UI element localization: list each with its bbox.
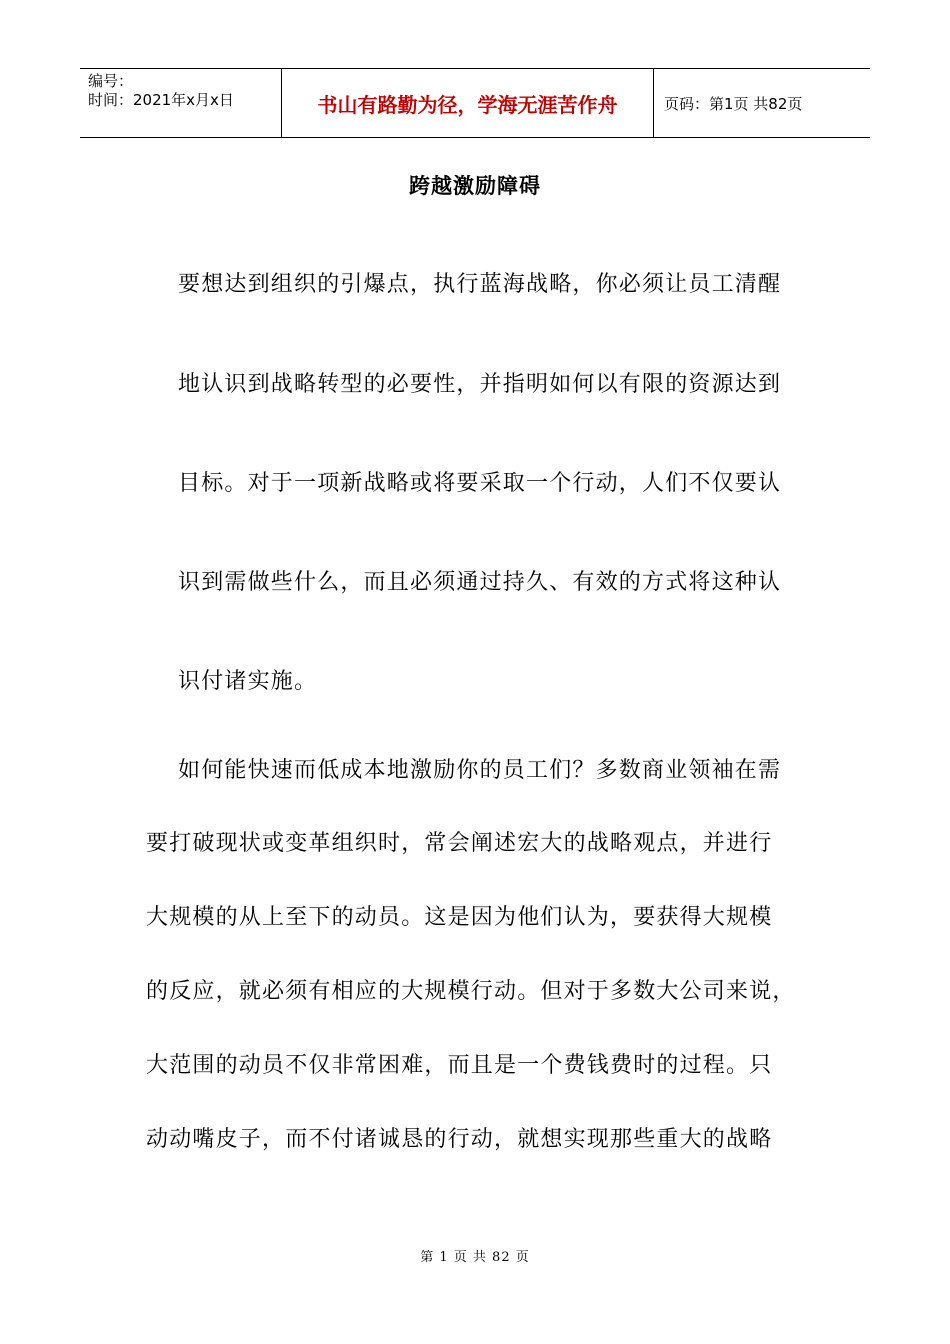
header-left-cell — [80, 69, 282, 137]
document-title: 跨越激励障碍 — [409, 173, 541, 198]
time-label: 时间：2021年x月x日 — [88, 91, 234, 109]
page-info: 页码：第1页 共82页 — [664, 94, 803, 113]
header-page-cell — [654, 69, 870, 137]
text-line: 要打破现状或变革组织时，常会阐述宏大的战略观点，并进行 — [146, 831, 773, 856]
header-motto-cell — [282, 69, 654, 137]
number-label: 编号： — [88, 72, 134, 90]
text-line: 地认识到战略转型的必要性，并指明如何以有限的资源达到 — [178, 372, 782, 397]
text-line: 大规模的从上至下的动员。这是因为他们认为，要获得大规模 — [146, 905, 773, 930]
text-line: 大范围的动员不仅非常困难，而且是一个费钱费时的过程。只 — [146, 1053, 773, 1078]
header-table — [80, 68, 870, 138]
text-line: 识付诸实施。 — [178, 669, 318, 694]
text-line: 如何能快速而低成本地激励你的员工们？多数商业领袖在需 — [178, 758, 782, 783]
text-line: 动动嘴皮子，而不付诸诚恳的行动，就想实现那些重大的战略 — [146, 1127, 773, 1152]
text-line: 识到需做些什么，而且必须通过持久、有效的方式将这种认 — [178, 570, 782, 595]
text-line: 的反应，就必须有相应的大规模行动。但对于多数大公司来说， — [146, 979, 796, 1004]
page-footer: 第 1 页 共 82 页 — [420, 1250, 530, 1265]
text-line: 要想达到组织的引爆点，执行蓝海战略，你必须让员工清醒 — [178, 272, 782, 297]
motto: 书山有路勤为径，学海无涯苦作舟 — [317, 92, 618, 117]
text-line: 目标。对于一项新战略或将要采取一个行动，人们不仅要认 — [178, 471, 782, 496]
